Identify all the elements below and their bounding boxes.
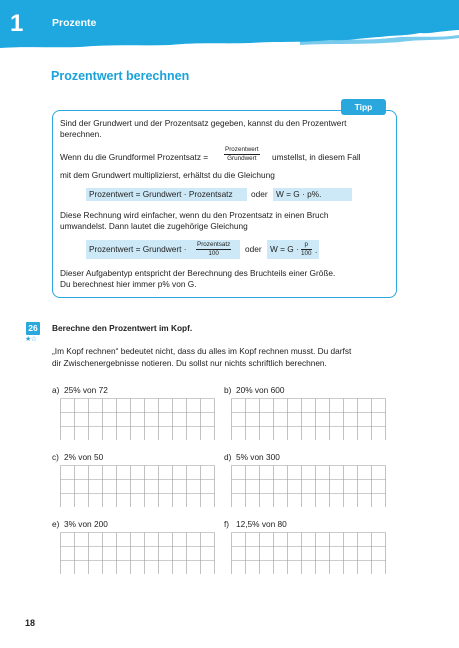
fraction-numerator: Prozentwert: [225, 146, 259, 153]
tip-text-line: mit dem Grundwert multiplizierst, erhältst du die Gleichung: [60, 170, 275, 180]
tip-text-line: Diese Rechnung wird einfacher, wenn du den Prozentsatz in einen Bruch: [60, 210, 329, 220]
fraction-denominator: 100: [208, 249, 219, 257]
exercise-heading: Berechne den Prozentwert im Kopf.: [52, 323, 193, 333]
answer-grid[interactable]: [231, 398, 386, 440]
difficulty-stars-icon: ★☆: [25, 336, 37, 343]
task-text: 20% von 600: [236, 385, 285, 395]
equation-short-fraction: W = G ·: [270, 244, 299, 254]
equation-short: W = G · p%.: [276, 189, 322, 199]
tip-text-line: Du berechnest hier immer p% von G.: [60, 279, 197, 289]
chapter-title: Prozente: [52, 17, 97, 29]
tip-label: Tipp: [341, 99, 386, 115]
fraction-denominator: 100: [301, 249, 312, 257]
task-label: e): [52, 519, 60, 529]
equation-prozentwert: Prozentwert = Grundwert · Prozentsatz: [89, 189, 233, 199]
section-title: Prozentwert berechnen: [51, 69, 190, 83]
task-label: c): [52, 452, 59, 462]
tip-text-line: berechnen.: [60, 129, 102, 139]
task-label: d): [224, 452, 232, 462]
fraction-denominator: Grundwert: [227, 154, 257, 162]
tip-formula-intro: Wenn du die Grundformel Prozentsatz =: [60, 152, 209, 162]
fraction-numerator: p: [304, 241, 309, 248]
answer-grid[interactable]: [231, 532, 386, 574]
equation-period: .: [315, 245, 318, 255]
tip-formula-outro: umstellst, in diesem Fall: [272, 152, 361, 162]
task-label: b): [224, 385, 232, 395]
fraction-numerator: Prozentsatz: [197, 241, 231, 248]
grundformel-fraction: [224, 146, 260, 162]
answer-grid[interactable]: [60, 465, 215, 507]
prozentsatz-fraction: [196, 241, 231, 257]
exercise-intro-line: dir Zwischenergebnisse notieren. Du sollst nur nichts schriftlich berechnen.: [52, 358, 327, 368]
task-text: 2% von 50: [64, 452, 104, 462]
answer-grid[interactable]: [231, 465, 386, 507]
tip-text-line: umwandelst. Dann lautet die zugehörige Gleichung: [60, 221, 248, 231]
answer-grid[interactable]: [60, 532, 215, 574]
task-text: 5% von 300: [236, 452, 280, 462]
equation-oder: oder: [245, 244, 262, 254]
chapter-number: 1: [10, 10, 24, 37]
equation-fraction-form: Prozentwert = Grundwert ·: [89, 244, 187, 254]
exercise-intro-line: „Im Kopf rechnen“ bedeutet nicht, dass du alles im Kopf rechnen musst. Du darfst: [52, 346, 352, 356]
task-text: 3% von 200: [64, 519, 108, 529]
tip-text-line: Sind der Grundwert und der Prozentsatz gegeben, kannst du den Prozentwert: [60, 118, 347, 128]
task-text: 12,5% von 80: [236, 519, 287, 529]
page-number: 18: [25, 618, 36, 628]
task-label: a): [52, 385, 60, 395]
task-text: 25% von 72: [64, 385, 108, 395]
tip-text-line: Dieser Aufgabentyp entspricht der Berechnung des Bruchteils einer Größe.: [60, 268, 336, 278]
task-label: f): [224, 519, 230, 529]
equation-oder: oder: [251, 189, 268, 199]
exercise-number-badge: 26: [26, 322, 40, 335]
answer-grid[interactable]: [60, 398, 215, 440]
p-fraction: [301, 241, 312, 257]
